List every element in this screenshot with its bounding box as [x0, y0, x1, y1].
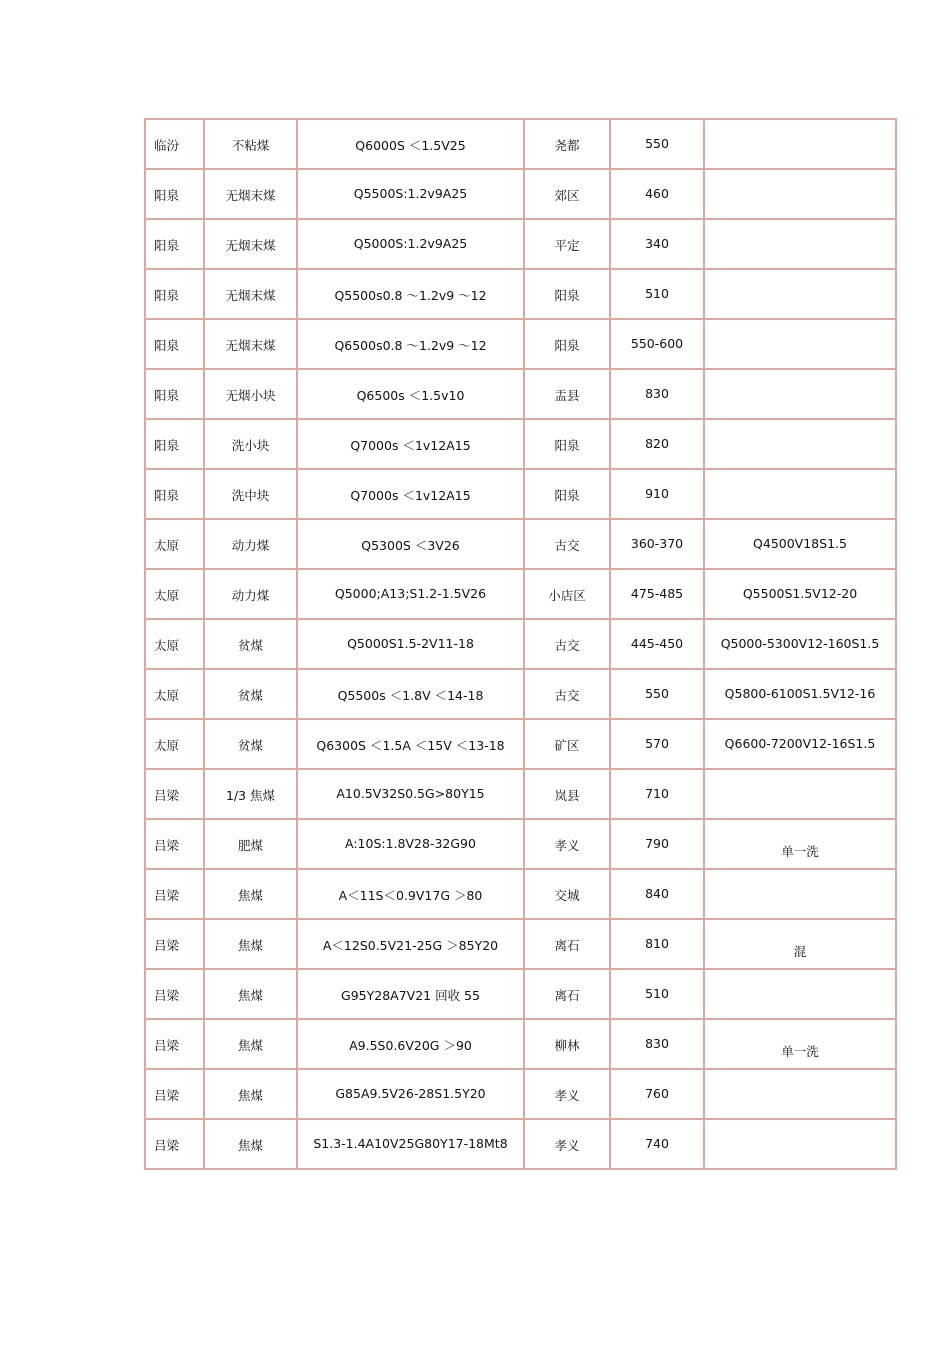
spec-cell-text: G85A9.5V26-28S1.5Y20 — [335, 1086, 486, 1101]
note-cell-text — [705, 870, 895, 886]
district-cell-text: 孝义 — [554, 1138, 580, 1153]
price-cell — [610, 769, 704, 819]
table-row — [145, 769, 896, 819]
table-row — [145, 1119, 896, 1169]
city-cell — [145, 369, 204, 419]
table-row — [145, 869, 896, 919]
price-cell-text: 830 — [645, 1036, 669, 1051]
coal-type-cell — [204, 819, 297, 869]
table-row — [145, 319, 896, 369]
coal-type-cell — [204, 419, 297, 469]
price-cell — [610, 219, 704, 269]
spec-cell-text: A10.5V32S0.5G>80Y15 — [336, 786, 485, 801]
city-cell — [145, 169, 204, 219]
price-cell — [610, 869, 704, 919]
spec-cell-text: Q5000S:1.2v9A25 — [353, 236, 468, 251]
district-cell — [524, 769, 610, 819]
price-cell — [610, 919, 704, 969]
city-cell — [145, 119, 204, 169]
district-cell — [524, 219, 610, 269]
note-cell-text: Q5000-5300V12-160S1.5 — [720, 636, 880, 651]
price-cell — [610, 119, 704, 169]
price-cell — [610, 1019, 704, 1069]
city-cell-text: 阳泉 — [154, 388, 180, 403]
city-cell-text: 阳泉 — [154, 338, 180, 353]
table-row — [145, 269, 896, 319]
coal-type-cell — [204, 669, 297, 719]
spec-cell — [297, 319, 524, 369]
price-cell — [610, 819, 704, 869]
district-cell-text: 孝义 — [554, 1088, 580, 1103]
district-cell — [524, 969, 610, 1019]
note-cell — [704, 319, 896, 369]
table-row — [145, 819, 896, 869]
note-cell — [704, 719, 896, 769]
price-cell-text: 550 — [645, 136, 669, 151]
price-cell — [610, 519, 704, 569]
coal-type-cell — [204, 269, 297, 319]
city-cell — [145, 919, 204, 969]
city-cell-text: 吕梁 — [154, 838, 180, 853]
price-cell — [610, 1119, 704, 1169]
city-cell — [145, 669, 204, 719]
coal-price-table — [144, 118, 897, 1170]
district-cell — [524, 619, 610, 669]
coal-type-cell-text: 焦煤 — [237, 1088, 263, 1103]
district-cell-text: 矿区 — [554, 738, 580, 753]
coal-type-cell — [204, 719, 297, 769]
spec-cell-text: Q5500S:1.2v9A25 — [353, 186, 468, 201]
table-row — [145, 419, 896, 469]
spec-cell-text: G95Y28A7V21 回收 55 — [341, 988, 480, 1003]
note-cell-text — [705, 1070, 895, 1086]
district-cell — [524, 1119, 610, 1169]
spec-cell — [297, 119, 524, 169]
note-cell — [704, 119, 896, 169]
price-cell — [610, 169, 704, 219]
price-cell-text: 910 — [645, 486, 669, 501]
district-cell-text: 盂县 — [554, 388, 580, 403]
price-cell — [610, 619, 704, 669]
note-cell-text: Q4500V18S1.5 — [753, 536, 847, 551]
note-cell — [704, 669, 896, 719]
district-cell-text: 平定 — [554, 238, 580, 253]
coal-type-cell-text: 无烟末煤 — [225, 188, 276, 203]
spec-cell — [297, 769, 524, 819]
note-cell — [704, 1069, 896, 1119]
coal-type-cell-text: 贫煤 — [237, 688, 263, 703]
city-cell-text: 吕梁 — [154, 1038, 180, 1053]
district-cell-text: 离石 — [554, 988, 580, 1003]
city-cell-text: 阳泉 — [154, 488, 180, 503]
coal-type-cell — [204, 169, 297, 219]
note-cell — [704, 369, 896, 419]
spec-cell-text: Q5300S ＜3V26 — [361, 538, 460, 553]
price-cell — [610, 319, 704, 369]
district-cell-text: 阳泉 — [554, 488, 580, 503]
district-cell — [524, 369, 610, 419]
price-cell-text: 460 — [645, 186, 669, 201]
city-cell-text: 吕梁 — [154, 988, 180, 1003]
price-cell-text: 550 — [645, 686, 669, 701]
city-cell — [145, 469, 204, 519]
spec-cell — [297, 719, 524, 769]
city-cell-text: 吕梁 — [154, 788, 180, 803]
spec-cell — [297, 419, 524, 469]
coal-type-cell-text: 无烟小块 — [225, 388, 276, 403]
district-cell — [524, 269, 610, 319]
note-cell — [704, 969, 896, 1019]
coal-type-cell — [204, 919, 297, 969]
spec-cell-text: Q5500s ＜1.8V ＜14-18 — [337, 688, 484, 703]
spec-cell-text: Q5500s0.8 ～1.2v9 ～12 — [334, 288, 487, 303]
table-row — [145, 969, 896, 1019]
city-cell — [145, 1069, 204, 1119]
city-cell-text: 太原 — [154, 738, 180, 753]
district-cell-text: 岚县 — [554, 788, 580, 803]
spec-cell-text: Q5000;A13;S1.2-1.5V26 — [334, 586, 487, 601]
spec-cell-text: Q6300S ＜1.5A ＜15V ＜13-18 — [316, 738, 505, 753]
district-cell — [524, 519, 610, 569]
note-cell — [704, 1019, 896, 1069]
district-cell — [524, 569, 610, 619]
district-cell — [524, 469, 610, 519]
table-row — [145, 369, 896, 419]
coal-type-cell-text: 焦煤 — [237, 988, 263, 1003]
spec-cell — [297, 219, 524, 269]
spec-cell — [297, 669, 524, 719]
coal-type-cell — [204, 969, 297, 1019]
spec-cell — [297, 869, 524, 919]
city-cell — [145, 219, 204, 269]
coal-type-cell-text: 1/3 焦煤 — [225, 788, 276, 803]
district-cell — [524, 319, 610, 369]
note-cell — [704, 519, 896, 569]
price-cell-text: 820 — [645, 436, 669, 451]
note-cell — [704, 169, 896, 219]
city-cell-text: 太原 — [154, 688, 180, 703]
spec-cell-text: A＜12S0.5V21-25G ＞85Y20 — [322, 938, 499, 953]
city-cell — [145, 569, 204, 619]
coal-type-cell — [204, 1119, 297, 1169]
price-cell — [610, 719, 704, 769]
coal-type-cell — [204, 619, 297, 669]
note-cell — [704, 819, 896, 869]
note-cell-text: Q5800-6100S1.5V12-16 — [724, 686, 876, 701]
price-cell — [610, 969, 704, 1019]
note-cell-text: 混 — [793, 944, 807, 959]
price-cell-text: 840 — [645, 886, 669, 901]
note-cell-text — [705, 770, 895, 786]
city-cell — [145, 519, 204, 569]
district-cell-text: 离石 — [554, 938, 580, 953]
price-cell — [610, 569, 704, 619]
spec-cell — [297, 969, 524, 1019]
note-cell — [704, 419, 896, 469]
coal-type-cell-text: 不粘煤 — [231, 138, 270, 153]
note-cell-text — [705, 320, 895, 336]
spec-cell — [297, 619, 524, 669]
price-cell-text: 360-370 — [630, 536, 684, 551]
coal-type-cell — [204, 319, 297, 369]
district-cell — [524, 169, 610, 219]
district-cell — [524, 819, 610, 869]
note-cell — [704, 1119, 896, 1169]
city-cell — [145, 319, 204, 369]
note-cell — [704, 219, 896, 269]
note-cell-text — [705, 970, 895, 986]
coal-type-cell-text: 肥煤 — [237, 838, 263, 853]
coal-type-cell — [204, 1019, 297, 1069]
spec-cell — [297, 1019, 524, 1069]
spec-cell-text: Q6500s ＜1.5v10 — [356, 388, 465, 403]
price-cell-text: 445-450 — [630, 636, 684, 651]
coal-type-cell — [204, 519, 297, 569]
note-cell — [704, 919, 896, 969]
note-cell — [704, 569, 896, 619]
spec-cell — [297, 569, 524, 619]
coal-type-cell — [204, 469, 297, 519]
table-row — [145, 569, 896, 619]
spec-cell — [297, 1069, 524, 1119]
table-body — [145, 119, 896, 1169]
table-row — [145, 1019, 896, 1069]
table-row — [145, 519, 896, 569]
spec-cell — [297, 519, 524, 569]
note-cell-text — [705, 270, 895, 286]
spec-cell-text: S1.3-1.4A10V25G80Y17-18Mt8 — [313, 1136, 508, 1151]
note-cell-text: 单一洗 — [781, 1044, 819, 1059]
spec-cell-text: A9.5S0.6V20G ＞90 — [349, 1038, 472, 1053]
coal-type-cell — [204, 1069, 297, 1119]
city-cell-text: 太原 — [154, 538, 180, 553]
city-cell-text: 阳泉 — [154, 288, 180, 303]
table-row — [145, 469, 896, 519]
price-cell-text: 710 — [645, 786, 669, 801]
coal-type-cell-text: 贫煤 — [237, 738, 263, 753]
district-cell — [524, 669, 610, 719]
city-cell — [145, 1019, 204, 1069]
city-cell — [145, 269, 204, 319]
table-row — [145, 169, 896, 219]
coal-type-cell-text: 无烟末煤 — [225, 238, 276, 253]
note-cell-text: Q5500S1.5V12-20 — [742, 586, 858, 601]
table-row — [145, 219, 896, 269]
spec-cell-text: Q6000S ＜1.5V25 — [355, 138, 466, 153]
price-cell-text: 475-485 — [630, 586, 684, 601]
note-cell — [704, 769, 896, 819]
price-cell — [610, 469, 704, 519]
city-cell-text: 临汾 — [154, 138, 180, 153]
city-cell-text: 吕梁 — [154, 1138, 180, 1153]
price-cell — [610, 369, 704, 419]
note-cell-text: 单一洗 — [781, 844, 819, 859]
price-cell — [610, 269, 704, 319]
district-cell-text: 阳泉 — [554, 438, 580, 453]
city-cell — [145, 1119, 204, 1169]
district-cell-text: 郊区 — [554, 188, 580, 203]
coal-type-cell-text: 无烟末煤 — [225, 288, 276, 303]
district-cell-text: 古交 — [554, 538, 580, 553]
city-cell — [145, 869, 204, 919]
spec-cell — [297, 469, 524, 519]
coal-type-cell-text: 焦煤 — [237, 1138, 263, 1153]
spec-cell — [297, 819, 524, 869]
city-cell — [145, 819, 204, 869]
note-cell-text — [705, 170, 895, 186]
table-row — [145, 119, 896, 169]
coal-type-cell — [204, 119, 297, 169]
price-cell — [610, 669, 704, 719]
district-cell-text: 古交 — [554, 638, 580, 653]
coal-type-cell — [204, 769, 297, 819]
coal-type-cell-text: 动力煤 — [231, 538, 270, 553]
city-cell-text: 阳泉 — [154, 238, 180, 253]
price-cell-text: 790 — [645, 836, 669, 851]
price-cell-text: 830 — [645, 386, 669, 401]
coal-type-cell — [204, 369, 297, 419]
coal-type-cell-text: 贫煤 — [237, 638, 263, 653]
spec-cell — [297, 919, 524, 969]
note-cell-text — [705, 370, 895, 386]
coal-type-cell-text: 洗小块 — [231, 438, 270, 453]
city-cell — [145, 769, 204, 819]
note-cell-text — [705, 120, 895, 136]
spec-cell-text: A:10S:1.8V28-32G90 — [345, 836, 476, 851]
price-cell — [610, 419, 704, 469]
price-cell-text: 570 — [645, 736, 669, 751]
city-cell-text: 阳泉 — [154, 438, 180, 453]
coal-type-cell-text: 无烟末煤 — [225, 338, 276, 353]
note-cell — [704, 619, 896, 669]
district-cell — [524, 719, 610, 769]
price-cell-text: 550-600 — [630, 336, 684, 351]
city-cell — [145, 619, 204, 669]
spec-cell-text: Q5000S1.5-2V11-18 — [347, 636, 474, 651]
district-cell-text: 阳泉 — [554, 338, 580, 353]
price-cell-text: 810 — [645, 936, 669, 951]
coal-type-cell — [204, 869, 297, 919]
spec-cell-text: Q7000s ＜1v12A15 — [350, 438, 471, 453]
note-cell-text — [705, 1120, 895, 1136]
price-cell-text: 740 — [645, 1136, 669, 1151]
note-cell — [704, 269, 896, 319]
district-cell-text: 孝义 — [554, 838, 580, 853]
spec-cell-text: Q6500s0.8 ～1.2v9 ～12 — [334, 338, 487, 353]
district-cell-text: 小店区 — [548, 588, 586, 603]
city-cell — [145, 969, 204, 1019]
district-cell-text: 柳林 — [554, 1038, 580, 1053]
spec-cell — [297, 169, 524, 219]
coal-type-cell-text: 焦煤 — [237, 888, 263, 903]
table-row — [145, 719, 896, 769]
price-cell — [610, 1069, 704, 1119]
spec-cell-text: Q7000s ＜1v12A15 — [350, 488, 471, 503]
district-cell — [524, 919, 610, 969]
note-cell-text: Q6600-7200V12-16S1.5 — [724, 736, 876, 751]
price-cell-text: 760 — [645, 1086, 669, 1101]
note-cell-text — [705, 220, 895, 236]
spec-cell-text: A＜11S＜0.9V17G ＞80 — [338, 888, 483, 903]
spec-cell — [297, 369, 524, 419]
city-cell-text: 太原 — [154, 638, 180, 653]
spec-cell — [297, 1119, 524, 1169]
note-cell — [704, 869, 896, 919]
price-cell-text: 510 — [645, 286, 669, 301]
district-cell — [524, 1069, 610, 1119]
city-cell-text: 太原 — [154, 588, 180, 603]
coal-type-cell — [204, 219, 297, 269]
district-cell-text: 交城 — [554, 888, 580, 903]
table-row — [145, 669, 896, 719]
city-cell-text: 阳泉 — [154, 188, 180, 203]
coal-type-cell-text: 动力煤 — [231, 588, 270, 603]
district-cell-text: 阳泉 — [554, 288, 580, 303]
price-cell-text: 340 — [645, 236, 669, 251]
district-cell — [524, 119, 610, 169]
spec-cell — [297, 269, 524, 319]
district-cell-text: 尧都 — [554, 138, 580, 153]
district-cell — [524, 869, 610, 919]
city-cell — [145, 719, 204, 769]
table-row — [145, 919, 896, 969]
coal-type-cell — [204, 569, 297, 619]
district-cell-text: 古交 — [554, 688, 580, 703]
coal-type-cell-text: 洗中块 — [231, 488, 270, 503]
note-cell — [704, 469, 896, 519]
city-cell — [145, 419, 204, 469]
price-cell-text: 510 — [645, 986, 669, 1001]
city-cell-text: 吕梁 — [154, 938, 180, 953]
note-cell-text — [705, 420, 895, 436]
city-cell-text: 吕梁 — [154, 1088, 180, 1103]
district-cell — [524, 419, 610, 469]
table-row — [145, 1069, 896, 1119]
table-row — [145, 619, 896, 669]
coal-type-cell-text: 焦煤 — [237, 938, 263, 953]
city-cell-text: 吕梁 — [154, 888, 180, 903]
district-cell — [524, 1019, 610, 1069]
note-cell-text — [705, 470, 895, 486]
coal-type-cell-text: 焦煤 — [237, 1038, 263, 1053]
